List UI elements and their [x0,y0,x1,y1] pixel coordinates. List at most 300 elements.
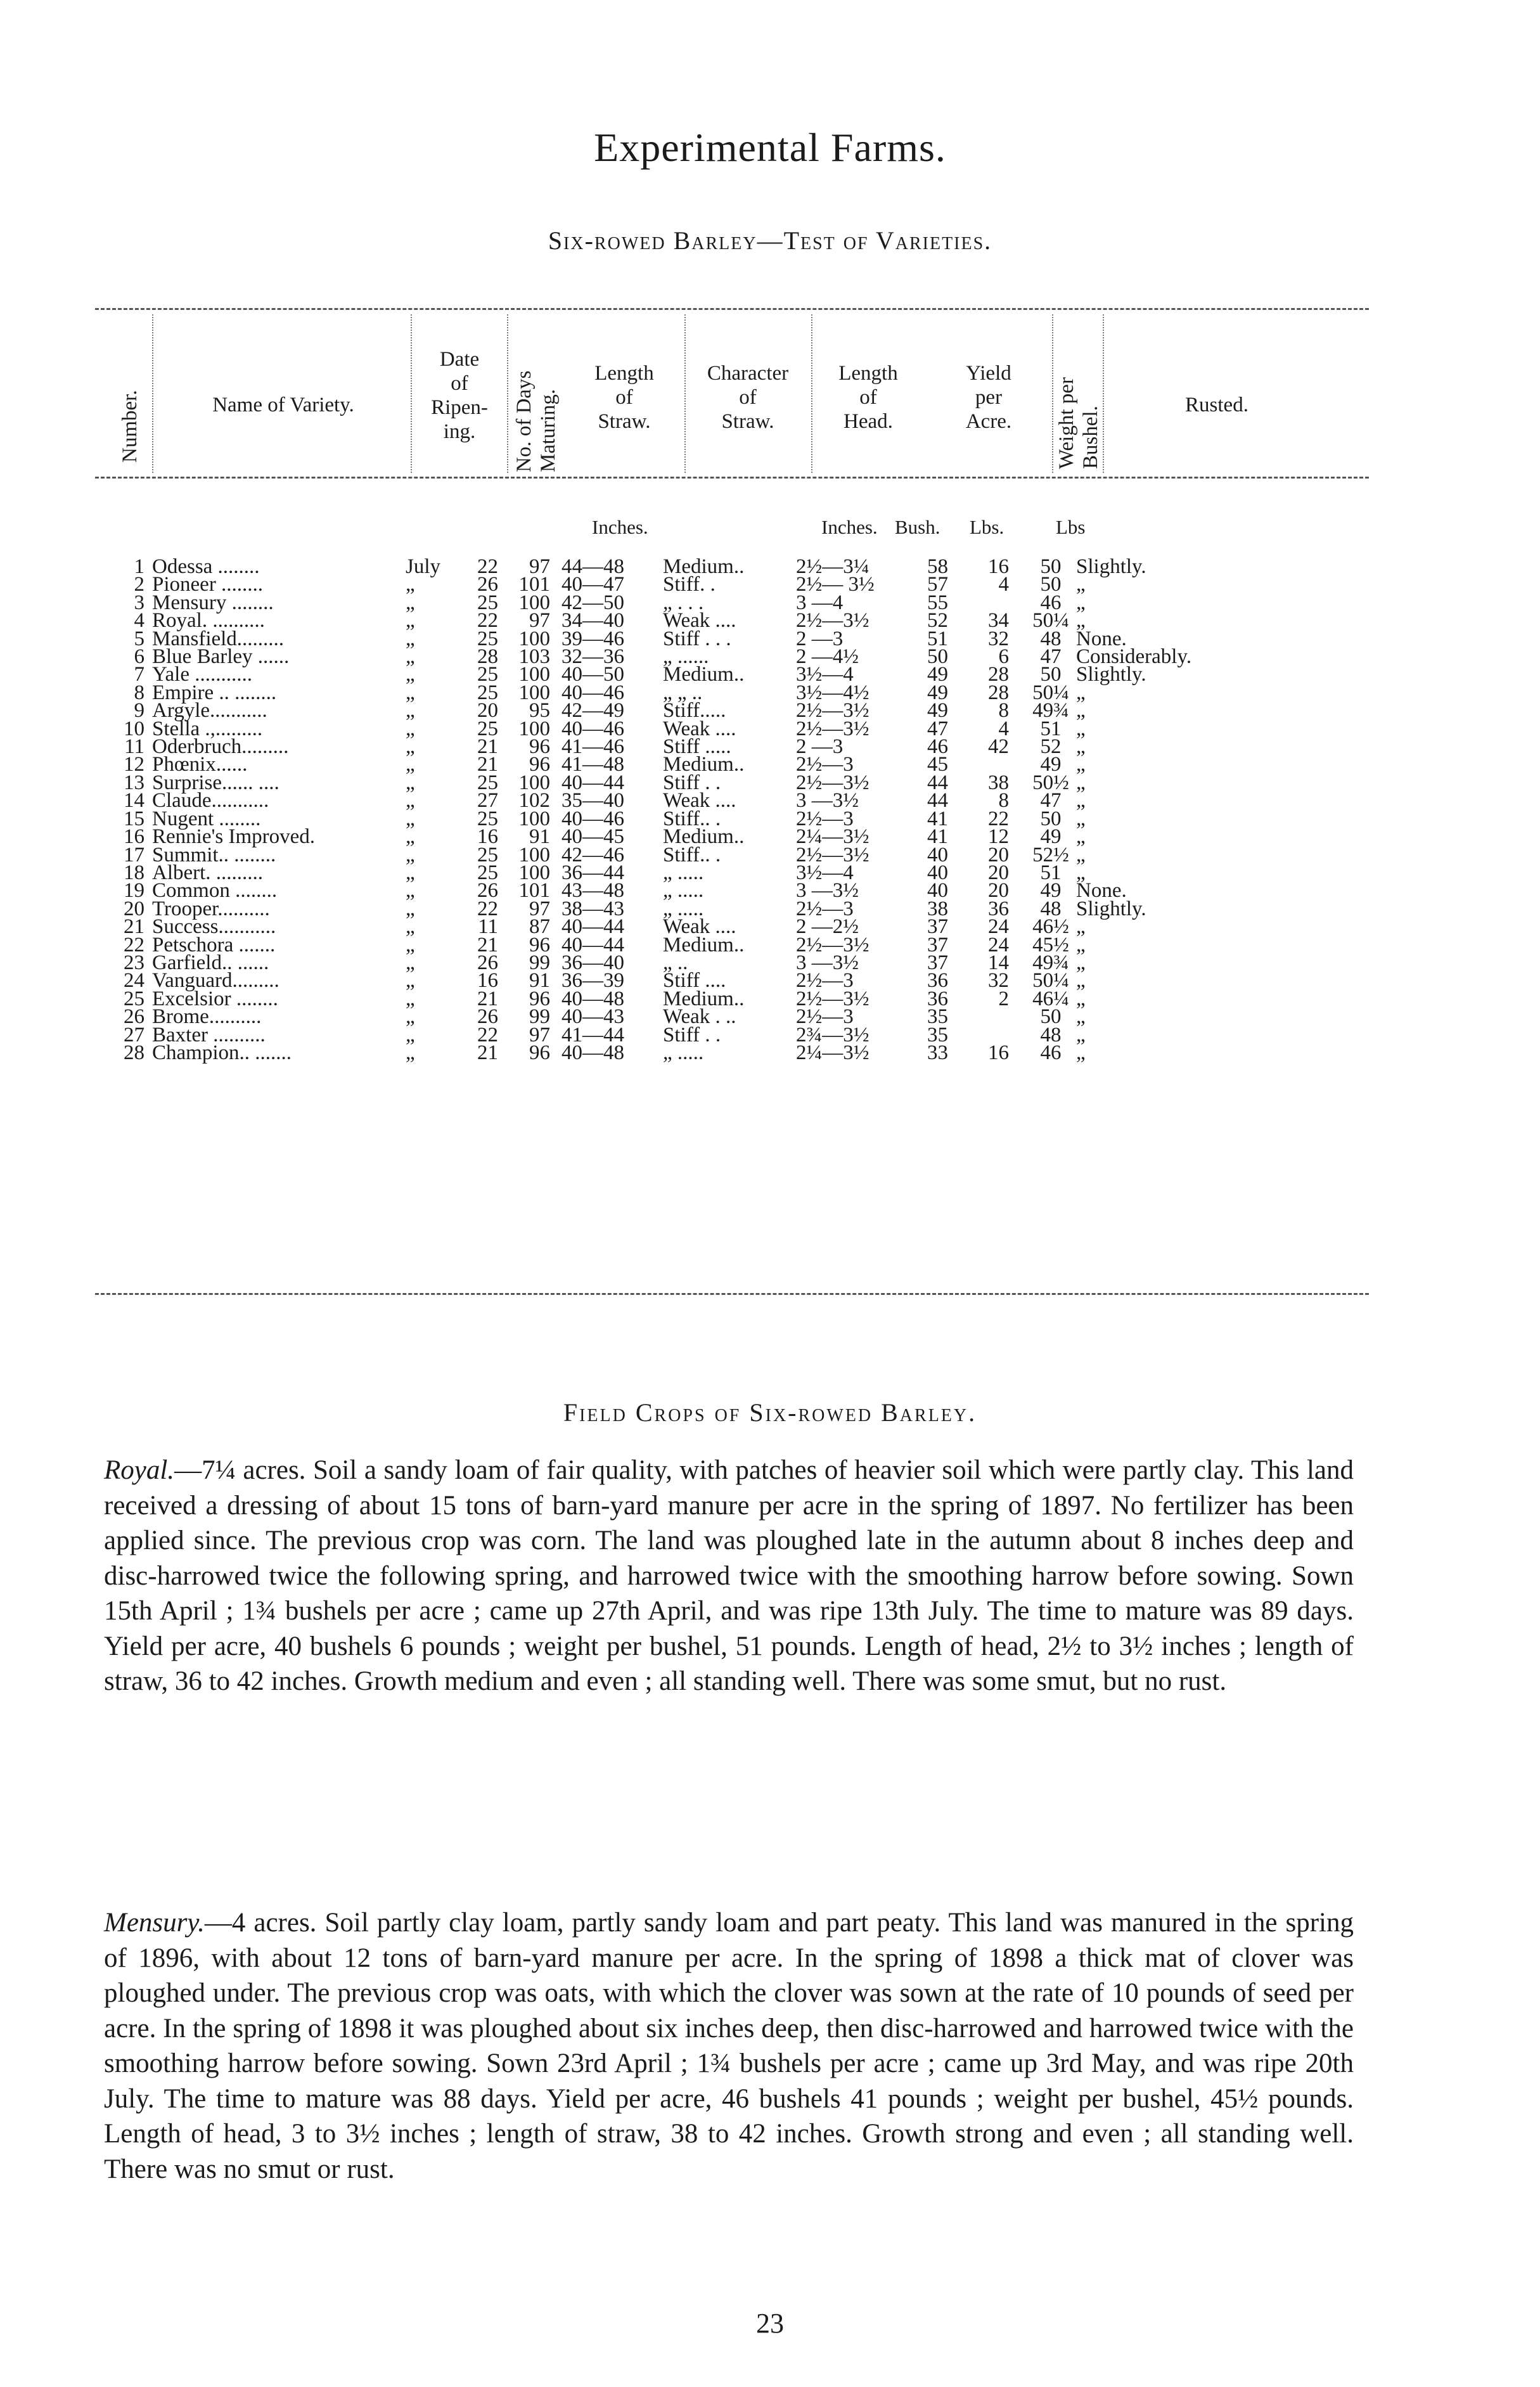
page-number: 23 [756,2308,784,2339]
straw-length: 41—44 [561,1023,624,1046]
head-length: 3 —4 [796,591,844,614]
weight-per-bushel: 50 [1040,573,1062,596]
straw-character: Stiff . . [663,771,721,794]
ripening-day: 22 [477,609,498,633]
row-number: 4 [134,609,144,633]
weight-per-bushel: 47 [1040,789,1062,813]
table-title: Six-rowed Barley—Test of Varieties. [548,226,992,255]
straw-character: „ ..... [663,1041,704,1064]
rusted: Slightly. [1076,663,1146,686]
rusted: „ [1076,735,1086,759]
ripening-day: 22 [477,1023,498,1046]
header-name: Name of Variety. [212,394,354,416]
ripening-month: „ [406,897,415,920]
days-maturing: 102 [518,789,550,813]
row-number: 28 [124,1041,144,1064]
paragraph-royal [104,1453,1354,1699]
variety-name: Excelsior ........ [152,987,278,1010]
variety-name: Phœnix...... [152,753,248,776]
row-number: 25 [124,987,144,1010]
straw-length: 36—40 [561,951,624,974]
straw-length: 44—48 [561,555,624,578]
days-maturing: 95 [529,699,550,723]
variety-name: Rennie's Improved. [152,825,316,849]
row-number: 22 [124,933,144,956]
days-maturing: 100 [518,681,550,704]
table-bottom-rule [95,1293,1369,1295]
ripening-month: „ [406,843,415,866]
row-number: 3 [134,591,144,614]
straw-character: Medium.. [663,555,745,578]
straw-character: „ „ .. [663,681,703,704]
yield-pounds: 24 [988,915,1009,939]
yield-pounds: 4 [998,717,1009,740]
straw-character: Weak .... [663,789,736,813]
header-rusted: Rusted. [1185,394,1248,416]
ripening-month: „ [406,915,415,939]
ripening-month: „ [406,663,415,686]
rusted: „ [1076,591,1086,614]
yield-pounds: 28 [988,663,1009,686]
days-maturing: 100 [518,591,550,614]
days-maturing: 96 [529,1041,550,1064]
ripening-day: 27 [477,789,498,813]
yield-pounds: 2 [998,987,1009,1010]
straw-character: „ ..... [663,861,704,884]
rusted: Considerably. [1076,645,1192,669]
yield-bushels: 41 [927,807,948,830]
weight-per-bushel: 45½ [1032,933,1069,956]
yield-pounds: 20 [988,843,1009,866]
days-maturing: 97 [529,609,550,633]
ripening-month: „ [406,879,415,903]
rusted: „ [1076,987,1086,1010]
days-maturing: 103 [518,645,550,669]
variety-name: Petschora ....... [152,933,276,956]
ripening-month: „ [406,771,415,794]
straw-character: „ . . . [663,591,704,614]
head-length: 2½—3 [796,1005,854,1029]
weight-per-bushel: 52 [1040,735,1062,759]
ripening-day: 16 [477,825,498,849]
header-head-length: Length of Head. [838,362,898,433]
yield-bushels: 45 [927,753,948,776]
days-maturing: 100 [518,627,550,650]
variety-name: Common ........ [152,879,278,903]
days-maturing: 96 [529,753,550,776]
ripening-month: July [406,555,441,578]
ripening-day: 25 [477,717,498,740]
variety-name: Yale ........... [152,663,252,686]
straw-length: 40—46 [561,717,624,740]
paragraph-mensury [104,1905,1354,2187]
yield-pounds: 20 [988,879,1009,903]
weight-per-bushel: 48 [1040,627,1062,650]
rusted: „ [1076,807,1086,830]
header-straw-length: Length of Straw. [594,362,654,433]
head-length: 2½—3 [796,897,854,920]
row-number: 1 [134,555,144,578]
yield-bushels: 33 [927,1041,948,1064]
yield-pounds: 24 [988,933,1009,956]
straw-character: Medium.. [663,753,745,776]
straw-character: Weak .... [663,717,736,740]
ripening-day: 21 [477,735,498,759]
straw-length: 40—47 [561,573,624,596]
rusted: „ [1076,861,1086,884]
header-yield: Yield per Acre. [965,362,1012,433]
straw-length: 42—46 [561,843,624,866]
straw-length: 40—44 [561,933,624,956]
header-straw-character: Character of Straw. [707,362,789,433]
days-maturing: 97 [529,555,550,578]
variety-name: Champion.. ....... [152,1041,292,1064]
head-length: 3 —3½ [796,879,859,903]
rusted: „ [1076,771,1086,794]
yield-pounds: 28 [988,681,1009,704]
head-length: 2½—3½ [796,843,869,866]
header-days: No. of Days Maturing. [513,370,560,472]
yield-bushels: 55 [927,591,948,614]
straw-length: 36—39 [561,969,624,993]
rusted: „ [1076,1023,1086,1046]
yield-pounds: 16 [988,1041,1009,1064]
straw-character: Weak . .. [663,1005,736,1029]
ripening-month: „ [406,987,415,1010]
days-maturing: 101 [518,879,550,903]
ripening-month: „ [406,591,415,614]
head-length: 2¼—3½ [796,825,869,849]
variety-name: Mansfield......... [152,627,285,650]
weight-per-bushel: 46 [1040,1041,1062,1064]
yield-bushels: 44 [927,771,948,794]
straw-length: 40—45 [561,825,624,849]
days-maturing: 100 [518,807,550,830]
variety-name: Odessa ........ [152,555,260,578]
ripening-month: „ [406,1041,415,1064]
weight-per-bushel: 50¼ [1032,609,1069,633]
yield-pounds: 36 [988,897,1009,920]
head-length: 2 —3 [796,735,844,759]
yield-pounds: 22 [988,807,1009,830]
rusted: „ [1076,699,1086,723]
yield-pounds [948,1026,1025,1044]
days-maturing: 99 [529,1005,550,1029]
straw-length: 38—43 [561,897,624,920]
yield-bushels: 49 [927,681,948,704]
days-maturing: 87 [529,915,550,939]
head-length: 2 —3 [796,627,844,650]
weight-per-bushel: 49 [1040,825,1062,849]
ripening-day: 22 [477,897,498,920]
weight-per-bushel: 48 [1040,897,1062,920]
straw-character: Stiff . . . [663,627,731,650]
ripening-day: 21 [477,987,498,1010]
ripening-month: „ [406,645,415,669]
straw-character: Stiff.. . [663,843,721,866]
yield-pounds: 32 [988,969,1009,993]
rusted: „ [1076,1041,1086,1064]
weight-per-bushel: 46¼ [1032,987,1069,1010]
rusted: Slightly. [1076,897,1146,920]
rusted: „ [1076,789,1086,813]
yield-pounds: 8 [998,699,1009,723]
yield-bushels: 37 [927,933,948,956]
row-number: 11 [124,735,144,759]
ripening-month: „ [406,933,415,956]
head-length: 3 —3½ [796,789,859,813]
days-maturing: 97 [529,1023,550,1046]
variety-name: Stella .,......... [152,717,263,740]
days-maturing: 96 [529,933,550,956]
yield-bushels: 49 [927,663,948,686]
row-number: 2 [134,573,144,596]
table-top-rule [95,308,1369,310]
days-maturing: 96 [529,735,550,759]
days-maturing: 100 [518,861,550,884]
variety-name: Empire .. ........ [152,681,277,704]
row-number: 20 [124,897,144,920]
yield-pounds: 6 [998,645,1009,669]
straw-length: 34—40 [561,609,624,633]
variety-name: Garfield.. ...... [152,951,269,974]
variety-name: Vanguard......... [152,969,279,993]
variety-name: Royal. [104,1455,175,1485]
straw-length: 40—43 [561,1005,624,1029]
straw-character: Stiff.. . [663,807,721,830]
yield-bushels: 49 [927,699,948,723]
yield-bushels: 40 [927,861,948,884]
ripening-day: 25 [477,681,498,704]
ripening-day: 25 [477,771,498,794]
straw-length: 41—48 [561,753,624,776]
variety-name: Pioneer ........ [152,573,264,596]
ripening-day: 26 [477,879,498,903]
row-number: 18 [124,861,144,884]
straw-length: 32—36 [561,645,624,669]
yield-bushels: 36 [927,987,948,1010]
head-length: 2½—3½ [796,933,869,956]
straw-length: 41—46 [561,735,624,759]
header-bottom-rule [95,477,1369,479]
rusted: „ [1076,933,1086,956]
ripening-month: „ [406,807,415,830]
rusted: „ [1076,609,1086,633]
days-maturing: 91 [529,969,550,993]
rusted: „ [1076,969,1086,993]
yield-bushels: 37 [927,951,948,974]
row-number: 17 [124,843,144,866]
weight-per-bushel: 50 [1040,1005,1062,1029]
ripening-day: 21 [477,933,498,956]
straw-character: „ ..... [663,897,704,920]
ripening-day: 21 [477,753,498,776]
variety-name: Mensury ........ [152,591,274,614]
weight-per-bushel: 50 [1040,807,1062,830]
yield-bushels: 46 [927,735,948,759]
variety-name: Claude........... [152,789,269,813]
yield-bushels: 44 [927,789,948,813]
head-length: 2½—3½ [796,717,869,740]
head-length: 2½—3¼ [796,555,869,578]
ripening-day: 25 [477,627,498,650]
weight-per-bushel: 49 [1040,753,1062,776]
ripening-month: „ [406,717,415,740]
straw-character: Medium.. [663,987,745,1010]
head-length: 3½—4 [796,861,854,884]
row-number: 10 [124,717,144,740]
ripening-day: 25 [477,591,498,614]
ripening-month: „ [406,861,415,884]
straw-character: Weak .... [663,609,736,633]
straw-length: 35—40 [561,789,624,813]
days-maturing: 99 [529,951,550,974]
straw-length: 39—46 [561,627,624,650]
yield-pounds: 16 [988,555,1009,578]
ripening-month: „ [406,753,415,776]
yield-bushels: 47 [927,717,948,740]
head-length: 2 —2½ [796,915,859,939]
weight-per-bushel: 51 [1040,861,1062,884]
ripening-day: 26 [477,1005,498,1029]
head-length: 2½—3 [796,807,854,830]
rusted: „ [1076,573,1086,596]
rusted: „ [1076,951,1086,974]
days-maturing: 91 [529,825,550,849]
weight-per-bushel: 46½ [1032,915,1069,939]
row-number: 7 [134,663,144,686]
ripening-day: 25 [477,663,498,686]
row-number: 9 [134,699,144,723]
row-number: 8 [134,681,144,704]
rusted: „ [1076,1005,1086,1029]
straw-character: „ .. [663,951,688,974]
days-maturing: 100 [518,771,550,794]
row-number: 5 [134,627,144,650]
straw-character: Medium.. [663,933,745,956]
ripening-day: 25 [477,843,498,866]
yield-pounds: 42 [988,735,1009,759]
weight-per-bushel: 51 [1040,717,1062,740]
yield-pounds: 32 [988,627,1009,650]
ripening-day: 11 [478,915,498,939]
ripening-month: „ [406,789,415,813]
unit-weight: Lbs [1056,516,1086,538]
unit-bush: Bush. [895,516,940,538]
weight-per-bushel: 46 [1040,591,1062,614]
weight-per-bushel: 49 [1040,879,1062,903]
row-number: 13 [124,771,144,794]
yield-pounds: 4 [998,573,1009,596]
yield-bushels: 36 [927,969,948,993]
ripening-day: 20 [477,699,498,723]
yield-bushels: 37 [927,915,948,939]
yield-bushels: 35 [927,1023,948,1046]
rusted: „ [1076,843,1086,866]
straw-character: Stiff. . [663,573,715,596]
row-number: 19 [124,879,144,903]
yield-bushels: 40 [927,843,948,866]
weight-per-bushel: 49¾ [1032,699,1069,723]
head-length: 2½—3½ [796,699,869,723]
variety-name: Argyle........... [152,699,267,723]
head-length: 2 —4½ [796,645,859,669]
head-length: 2½—3½ [796,987,869,1010]
ripening-month: „ [406,681,415,704]
head-length: 3½—4 [796,663,854,686]
row-number: 27 [124,1023,144,1046]
yield-bushels: 58 [927,555,948,578]
header-number: Number. [119,390,141,463]
rusted: None. [1076,879,1127,903]
yield-pounds: 20 [988,861,1009,884]
weight-per-bushel: 50 [1040,663,1062,686]
unit-straw: Inches. [592,516,648,538]
head-length: 2½—3½ [796,771,869,794]
weight-per-bushel: 48 [1040,1023,1062,1046]
head-length: 2¾—3½ [796,1023,869,1046]
yield-pounds: 8 [998,789,1009,813]
yield-bushels: 35 [927,1005,948,1029]
ripening-month: „ [406,627,415,650]
days-maturing: 101 [518,573,550,596]
ripening-day: 22 [477,555,498,578]
row-number: 26 [124,1005,144,1029]
ripening-month: „ [406,951,415,974]
yield-bushels: 52 [927,609,948,633]
yield-pounds: 38 [988,771,1009,794]
variety-name: Summit.. ........ [152,843,276,866]
row-number: 16 [124,825,144,849]
unit-lbs: Lbs. [970,516,1004,538]
row-number: 12 [124,753,144,776]
variety-name: Royal. .......... [152,609,265,633]
ripening-month: „ [406,609,415,633]
head-length: 2½— 3½ [796,573,875,596]
head-length: 3½—4½ [796,681,869,704]
straw-length: 40—44 [561,915,624,939]
yield-bushels: 57 [927,573,948,596]
row-number: 23 [124,951,144,974]
straw-length: 42—49 [561,699,624,723]
ripening-month: „ [406,825,415,849]
ripening-day: 26 [477,951,498,974]
straw-length: 40—48 [561,1041,624,1064]
ripening-month: „ [406,969,415,993]
days-maturing: 100 [518,843,550,866]
ripening-day: 21 [477,1041,498,1064]
straw-character: Weak .... [663,915,736,939]
straw-length: 40—46 [561,807,624,830]
weight-per-bushel: 47 [1040,645,1062,669]
paragraph-text: —4 acres. Soil partly clay loam, partly sandy loam and part peaty. This land was manured in the spring of 1896, with about 12 tons of barn-yard manure per acre. In the spring of 1898 a thick mat of clover was ploughed under. The previous crop was oats, with which the clover was sown at the rate of 10 pounds of seed per acre. In the spring of 1898 it was ploughed about six inches deep, then disc-harrowed and harrowed twice with the smoothing harrow before sowing. Sown 23rd April ; 1¾ bushels per acre ; came up 3rd May, and was ripe 20th July. The time to mature was 88 days. Yield per acre, 46 bushels 41 pounds ; weight per bushel, 45½ pounds. Length of head, 3 to 3½ inches ; length of straw, 38 to 42 inches. Growth strong and even ; all standing well. There was no smut or rust. [104,1908,1354,2184]
variety-name: Trooper.......... [152,897,270,920]
days-maturing: 100 [518,663,550,686]
straw-length: 40—48 [561,987,624,1010]
head-length: 3 —3½ [796,951,859,974]
rusted: Slightly. [1076,555,1146,578]
yield-bushels: 41 [927,825,948,849]
variety-name: Baxter .......... [152,1023,266,1046]
table-row [108,1044,1241,1062]
yield-pounds: 34 [988,609,1009,633]
variety-name: Blue Barley ...... [152,645,290,669]
yield-pounds [948,1008,1025,1026]
weight-per-bushel: 50 [1040,555,1062,578]
row-number: 15 [124,807,144,830]
straw-character: „ ..... [663,879,704,903]
yield-bushels: 38 [927,897,948,920]
